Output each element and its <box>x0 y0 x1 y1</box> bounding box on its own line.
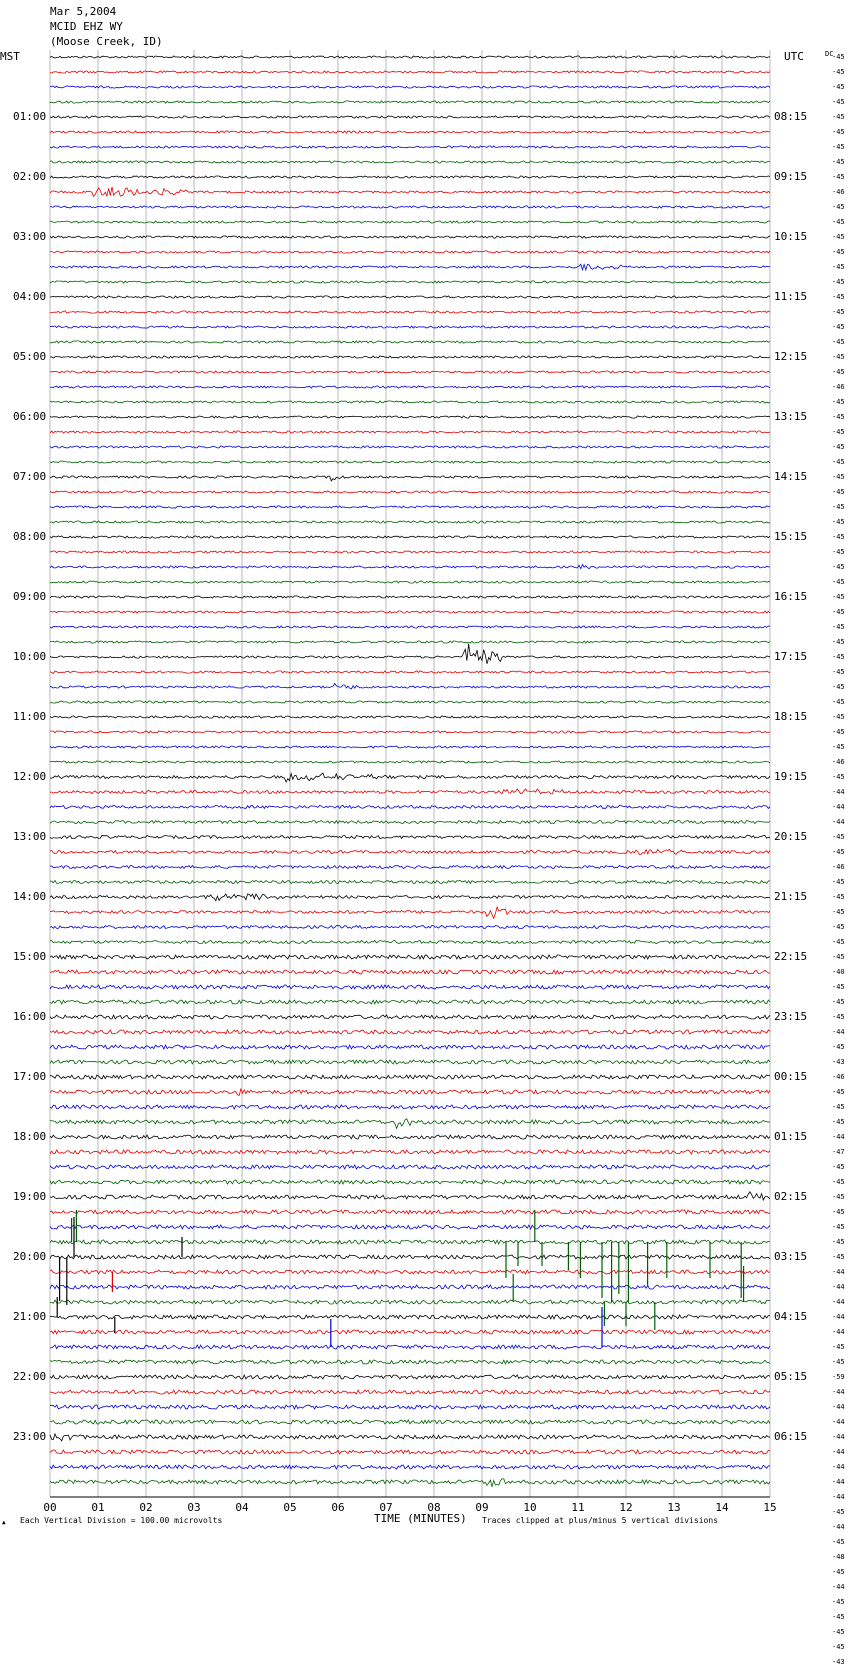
dc-offset-value: -45 <box>832 263 845 271</box>
dc-offset-value: -44 <box>832 788 845 796</box>
trace-93 <box>50 1434 770 1441</box>
dc-offset-value: -45 <box>832 1223 845 1231</box>
right-hour-label: 00:15 <box>774 1070 808 1083</box>
dc-offset-value: -45 <box>832 218 845 226</box>
right-hour-label: 06:15 <box>774 1430 808 1443</box>
dc-offset-value: -48 <box>832 1553 845 1561</box>
x-tick-label-13: 13 <box>667 1501 681 1514</box>
right-hour-label: 14:15 <box>774 470 808 483</box>
dc-offset-value: -44 <box>832 1418 845 1426</box>
left-hour-label: 06:00 <box>13 410 47 423</box>
dc-offset-value: -45 <box>832 1508 845 1516</box>
trace-57 <box>50 894 770 901</box>
left-hour-label: 19:00 <box>13 1190 47 1203</box>
dc-offset-value: -45 <box>832 1613 845 1621</box>
right-hour-label: 21:15 <box>774 890 808 903</box>
trace-84 <box>50 1300 770 1304</box>
left-hour-label: 01:00 <box>13 110 47 123</box>
right-hour-label: 10:15 <box>774 230 808 243</box>
right-hour-label: 01:15 <box>774 1130 808 1143</box>
dc-offset-value: -44 <box>832 1433 845 1441</box>
header-date: Mar 5,2004 <box>50 5 117 18</box>
dc-offset-value: -44 <box>832 1448 845 1456</box>
dc-offset-value: -45 <box>832 653 845 661</box>
dc-offset-value: -45 <box>832 1178 845 1186</box>
trace-33 <box>50 536 770 538</box>
x-tick-label-00: 00 <box>43 1501 57 1514</box>
trace-54 <box>50 849 770 855</box>
trace-36 <box>50 581 770 583</box>
dc-offset-value: -44 <box>832 803 845 811</box>
dc-offset-value: -45 <box>832 143 845 151</box>
left-hour-label: 09:00 <box>13 590 47 603</box>
dc-offset-value: -45 <box>832 503 845 511</box>
scale-icon: ▲ <box>2 1519 6 1526</box>
dc-offset-value: -45 <box>832 1088 845 1096</box>
right-hour-label: 03:15 <box>774 1250 808 1263</box>
dc-offset-value: -44 <box>832 1403 845 1411</box>
trace-62 <box>50 970 770 974</box>
trace-30 <box>50 491 770 493</box>
trace-9 <box>50 176 770 178</box>
trace-76 <box>50 1180 770 1184</box>
trace-37 <box>50 596 770 598</box>
trace-70 <box>50 1089 770 1095</box>
dc-offset-value: -45 <box>832 998 845 1006</box>
trace-31 <box>50 506 770 508</box>
left-hour-label: 10:00 <box>13 650 47 663</box>
trace-46 <box>50 731 770 733</box>
trace-67 <box>50 1045 770 1049</box>
dc-offset-value: -46 <box>832 188 845 196</box>
dc-offset-value: -45 <box>832 518 845 526</box>
dc-offset-value: -46 <box>832 758 845 766</box>
x-tick-label-14: 14 <box>715 1501 729 1514</box>
x-tick-label-04: 04 <box>235 1501 249 1514</box>
trace-88 <box>50 1360 770 1364</box>
left-hour-label: 13:00 <box>13 830 47 843</box>
trace-15 <box>50 264 770 270</box>
dc-offset-value: -44 <box>832 1583 845 1591</box>
left-hour-label: 12:00 <box>13 770 47 783</box>
dc-offset-value: -45 <box>832 1043 845 1051</box>
header-location: (Moose Creek, ID) <box>50 35 163 48</box>
dc-offset-value: -44 <box>832 1133 845 1141</box>
dc-offset-value: -45 <box>832 533 845 541</box>
x-tick-label-15: 15 <box>763 1501 777 1514</box>
header-station: MCID EHZ WY <box>50 20 123 33</box>
dc-offset-value: -46 <box>832 1073 845 1081</box>
trace-40 <box>50 641 770 643</box>
dc-offset-value: -44 <box>832 1493 845 1501</box>
x-tick-label-03: 03 <box>187 1501 201 1514</box>
dc-offset-value: -45 <box>832 908 845 916</box>
dc-offset-value: -45 <box>832 98 845 106</box>
dc-offset-value: -44 <box>832 1028 845 1036</box>
left-hour-label: 23:00 <box>13 1430 47 1443</box>
trace-50 <box>50 789 770 794</box>
left-hour-label: 20:00 <box>13 1250 47 1263</box>
trace-22 <box>50 371 770 373</box>
trace-75 <box>50 1165 770 1169</box>
trace-27 <box>50 446 770 448</box>
dc-offset-value: -43 <box>832 1058 845 1066</box>
dc-offset-value: -44 <box>832 1328 845 1336</box>
trace-12 <box>50 221 770 223</box>
trace-52 <box>50 821 770 824</box>
dc-offset-value: -45 <box>832 458 845 466</box>
dc-offset-value: -45 <box>832 983 845 991</box>
left-hour-label: 07:00 <box>13 470 47 483</box>
trace-18 <box>50 311 770 313</box>
trace-25 <box>50 416 770 418</box>
trace-65 <box>50 1015 770 1019</box>
trace-79 <box>50 1225 770 1229</box>
dc-offset-value: -45 <box>832 473 845 481</box>
left-hour-label: 11:00 <box>13 710 47 723</box>
trace-41 <box>50 644 770 664</box>
dc-offset-value: -45 <box>832 623 845 631</box>
dc-offset-value: -44 <box>832 1313 845 1321</box>
dc-offset-value: -46 <box>832 863 845 871</box>
trace-53 <box>50 836 770 839</box>
right-timezone-label: UTC <box>784 50 804 63</box>
dc-offset-value: -45 <box>832 68 845 76</box>
trace-72 <box>50 1119 770 1129</box>
trace-71 <box>50 1105 770 1109</box>
trace-19 <box>50 326 770 328</box>
left-hour-label: 05:00 <box>13 350 47 363</box>
seismic-traces <box>50 56 770 1487</box>
dc-offset-value: -45 <box>832 113 845 121</box>
trace-96 <box>50 1479 770 1487</box>
trace-61 <box>50 955 770 959</box>
trace-66 <box>50 1030 770 1034</box>
dc-offset-value: -45 <box>832 1013 845 1021</box>
right-hour-label: 13:15 <box>774 410 808 423</box>
trace-4 <box>50 101 770 103</box>
trace-83 <box>50 1285 770 1289</box>
trace-24 <box>50 401 770 403</box>
left-hour-label: 17:00 <box>13 1070 47 1083</box>
right-hour-label: 11:15 <box>774 290 808 303</box>
dc-offset-value: -45 <box>832 398 845 406</box>
dc-offset-value: -45 <box>832 728 845 736</box>
right-hour-label: 20:15 <box>774 830 808 843</box>
clip-note: Traces clipped at plus/minus 5 vertical divisions <box>482 1516 719 1525</box>
trace-74 <box>50 1150 770 1154</box>
left-hour-label: 02:00 <box>13 170 47 183</box>
dc-offset-value: -45 <box>832 368 845 376</box>
trace-45 <box>50 716 770 718</box>
dc-offset-value: -45 <box>832 713 845 721</box>
x-tick-label-05: 05 <box>283 1501 297 1514</box>
dc-offset-value: -44 <box>832 1523 845 1531</box>
trace-13 <box>50 236 770 238</box>
dc-offset-value: -45 <box>832 833 845 841</box>
right-hour-label: 12:15 <box>774 350 808 363</box>
trace-47 <box>50 746 770 748</box>
dc-offset-value: -45 <box>832 848 845 856</box>
dc-offset-value: -45 <box>832 923 845 931</box>
dc-offset-value: -45 <box>832 293 845 301</box>
dc-offset-value: -45 <box>832 203 845 211</box>
dc-offset-value: -45 <box>832 53 845 61</box>
left-hour-label: 18:00 <box>13 1130 47 1143</box>
left-hour-label: 21:00 <box>13 1310 47 1323</box>
dc-offset-value: -45 <box>832 1358 845 1366</box>
dc-offset-value: -44 <box>832 1478 845 1486</box>
dc-offset-value: -45 <box>832 698 845 706</box>
dc-offset-value: -45 <box>832 743 845 751</box>
dc-offset-value: -45 <box>832 1538 845 1546</box>
trace-6 <box>50 131 770 133</box>
trace-14 <box>50 251 770 253</box>
dc-offset-value: -45 <box>832 1253 845 1261</box>
dc-offset-value: -45 <box>832 938 845 946</box>
trace-86 <box>50 1330 770 1334</box>
dc-offset-value: -45 <box>832 578 845 586</box>
trace-5 <box>50 116 770 118</box>
dc-offset-value: -45 <box>832 1103 845 1111</box>
x-axis-label: TIME (MINUTES) <box>374 1512 467 1525</box>
trace-64 <box>50 1000 770 1004</box>
trace-48 <box>50 761 770 763</box>
right-hour-label: 19:15 <box>774 770 808 783</box>
dc-offset-value: -44 <box>832 1388 845 1396</box>
trace-1 <box>50 56 770 58</box>
dc-offset-value: -45 <box>832 608 845 616</box>
trace-78 <box>50 1210 770 1214</box>
left-hour-label: 16:00 <box>13 1010 47 1023</box>
trace-32 <box>50 521 770 523</box>
trace-42 <box>50 671 770 674</box>
right-hour-label: 15:15 <box>774 530 808 543</box>
dc-offset-value: -45 <box>832 128 845 136</box>
right-hour-label: 04:15 <box>774 1310 808 1323</box>
dc-offset-value: -45 <box>832 353 845 361</box>
trace-68 <box>50 1060 770 1064</box>
trace-20 <box>50 341 770 343</box>
right-hour-label: 16:15 <box>774 590 808 603</box>
trace-21 <box>50 356 770 358</box>
dc-offset-value: -45 <box>832 668 845 676</box>
x-tick-label-11: 11 <box>571 1501 585 1514</box>
left-hour-label: 03:00 <box>13 230 47 243</box>
left-hour-label: 04:00 <box>13 290 47 303</box>
trace-55 <box>50 866 770 869</box>
trace-82 <box>50 1270 770 1274</box>
dc-offset-value: -45 <box>832 158 845 166</box>
dc-offset-value: -45 <box>832 443 845 451</box>
dc-offset-value: -45 <box>832 683 845 691</box>
trace-49 <box>50 773 770 782</box>
dc-offset-value: -45 <box>832 233 845 241</box>
scale-note: Each Vertical Division = 100.00 microvolts <box>20 1516 223 1525</box>
x-tick-label-01: 01 <box>91 1501 105 1514</box>
dc-offset-value: -45 <box>832 338 845 346</box>
dc-offset-value: -45 <box>832 428 845 436</box>
trace-34 <box>50 551 770 553</box>
right-hour-label: 08:15 <box>774 110 808 123</box>
trace-94 <box>50 1450 770 1454</box>
trace-29 <box>50 476 770 481</box>
dc-offset-header: DC <box>825 50 834 58</box>
x-tick-label-02: 02 <box>139 1501 153 1514</box>
trace-92 <box>50 1420 770 1424</box>
trace-60 <box>50 941 770 944</box>
trace-51 <box>50 806 770 809</box>
trace-23 <box>50 386 770 388</box>
dc-offset-value: -44 <box>832 818 845 826</box>
dc-offset-value: -40 <box>832 968 845 976</box>
trace-35 <box>50 564 770 568</box>
trace-16 <box>50 281 770 283</box>
dc-offset-value: -45 <box>832 953 845 961</box>
x-tick-label-06: 06 <box>331 1501 345 1514</box>
dc-offset-value: -45 <box>832 1343 845 1351</box>
dc-offset-value: -44 <box>832 1268 845 1276</box>
dc-offset-value: -45 <box>832 1568 845 1576</box>
dc-offset-value: -45 <box>832 413 845 421</box>
trace-7 <box>50 146 770 148</box>
dc-offset-value: -45 <box>832 638 845 646</box>
trace-10 <box>50 187 770 197</box>
trace-80 <box>50 1240 770 1244</box>
dc-offset-value: -45 <box>832 1643 845 1651</box>
trace-58 <box>50 907 770 918</box>
x-tick-label-12: 12 <box>619 1501 633 1514</box>
dc-offset-value: -45 <box>832 548 845 556</box>
x-tick-label-08: 08 <box>427 1501 441 1514</box>
trace-90 <box>50 1390 770 1394</box>
trace-63 <box>50 985 770 989</box>
right-hour-label: 18:15 <box>774 710 808 723</box>
left-timezone-label: MST <box>0 50 20 63</box>
dc-offset-value: -45 <box>832 1193 845 1201</box>
dc-offset-value: -45 <box>832 248 845 256</box>
trace-81 <box>50 1255 770 1259</box>
x-tick-label-07: 07 <box>379 1501 393 1514</box>
trace-91 <box>50 1405 770 1409</box>
trace-39 <box>50 626 770 628</box>
trace-11 <box>50 206 770 208</box>
left-hour-label: 08:00 <box>13 530 47 543</box>
trace-8 <box>50 161 770 163</box>
trace-87 <box>50 1345 770 1349</box>
dc-offset-value: -45 <box>832 1118 845 1126</box>
trace-59 <box>50 926 770 929</box>
left-hour-label: 14:00 <box>13 890 47 903</box>
dc-offset-value: -45 <box>832 593 845 601</box>
dc-offset-value: -59 <box>832 1373 845 1381</box>
left-hour-label: 15:00 <box>13 950 47 963</box>
right-hour-label: 05:15 <box>774 1370 808 1383</box>
dc-offset-value: -45 <box>832 308 845 316</box>
right-hour-label: 02:15 <box>774 1190 808 1203</box>
trace-85 <box>50 1315 770 1319</box>
dc-offset-value: -45 <box>832 323 845 331</box>
trace-89 <box>50 1375 770 1379</box>
dc-offset-value: -45 <box>832 1238 845 1246</box>
dc-offset-value: -45 <box>832 563 845 571</box>
trace-3 <box>50 86 770 88</box>
right-hour-label: 22:15 <box>774 950 808 963</box>
dc-offset-value: -45 <box>832 1163 845 1171</box>
dc-offset-value: -47 <box>832 1148 845 1156</box>
right-hour-label: 17:15 <box>774 650 808 663</box>
x-tick-label-10: 10 <box>523 1501 537 1514</box>
dc-offset-value: -45 <box>832 878 845 886</box>
trace-56 <box>50 881 770 884</box>
dc-offset-value: -45 <box>832 278 845 286</box>
trace-73 <box>50 1135 770 1139</box>
trace-26 <box>50 431 770 433</box>
dc-offset-value: -45 <box>832 83 845 91</box>
trace-28 <box>50 461 770 463</box>
trace-77 <box>50 1192 770 1200</box>
trace-43 <box>50 683 770 689</box>
dc-offset-value: -44 <box>832 1463 845 1471</box>
dc-offset-value: -44 <box>832 1283 845 1291</box>
dc-offset-value: -43 <box>832 1658 845 1666</box>
dc-offset-value: -46 <box>832 383 845 391</box>
trace-17 <box>50 296 770 298</box>
dc-offset-value: -45 <box>832 773 845 781</box>
left-hour-label: 22:00 <box>13 1370 47 1383</box>
trace-38 <box>50 611 770 613</box>
trace-95 <box>50 1465 770 1469</box>
right-hour-label: 09:15 <box>774 170 808 183</box>
dc-offset-value: -45 <box>832 1628 845 1636</box>
right-hour-label: 23:15 <box>774 1010 808 1023</box>
trace-44 <box>50 701 770 703</box>
dc-offset-value: -44 <box>832 1298 845 1306</box>
dc-offset-value: -45 <box>832 1598 845 1606</box>
trace-69 <box>50 1075 770 1079</box>
dc-offset-value: -45 <box>832 1208 845 1216</box>
dc-offset-value: -45 <box>832 893 845 901</box>
dc-offset-value: -45 <box>832 173 845 181</box>
trace-2 <box>50 71 770 73</box>
x-tick-label-09: 09 <box>475 1501 489 1514</box>
dc-offset-value: -45 <box>832 488 845 496</box>
